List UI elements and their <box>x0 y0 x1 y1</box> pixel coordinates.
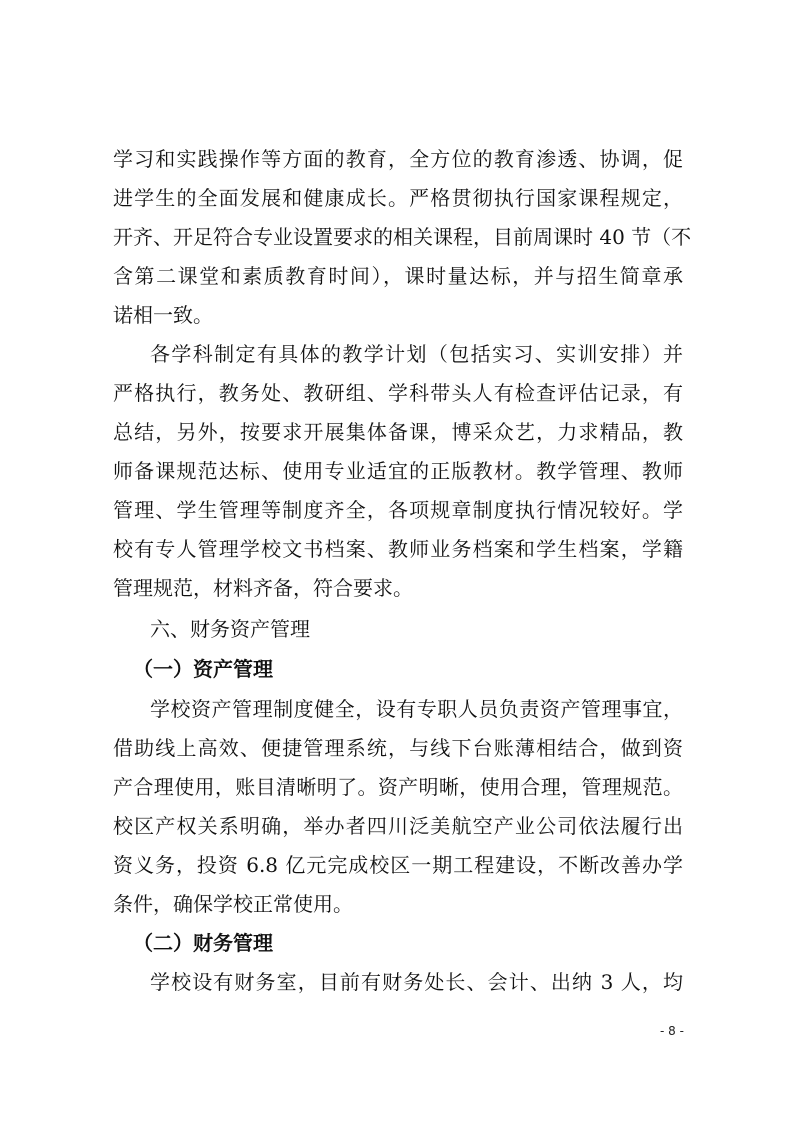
paragraph-line: 借助线上高效、便捷管理系统，与线下台账薄相结合，做到资 <box>113 736 683 760</box>
paragraph-line: 师备课规范达标、使用专业适宜的正版教材。教学管理、教师 <box>113 459 683 483</box>
section-heading: 六、财务资产管理 <box>150 617 310 641</box>
paragraph-line: 学校资产管理制度健全，设有专职人员负责资产管理事宜， <box>150 697 683 721</box>
paragraph-line: 严格执行，教务处、教研组、学科带头人有检查评估记录，有 <box>113 381 683 405</box>
subsection-heading: （二）财务管理 <box>133 931 273 955</box>
paragraph-line: 校有专人管理学校文书档案、教师业务档案和学生档案，学籍 <box>113 537 683 561</box>
paragraph-line: 学校设有财务室，目前有财务处长、会计、出纳 3 人，均 <box>150 970 683 994</box>
paragraph-line: 校区产权关系明确，举办者四川泛美航空产业公司依法履行出 <box>113 814 683 838</box>
paragraph-line: 管理规范，材料齐备，符合要求。 <box>113 576 413 600</box>
page-number: - 8 - <box>660 1024 684 1038</box>
paragraph-line: 产合理使用，账目清晰明了。资产明晰，使用合理，管理规范。 <box>113 775 683 799</box>
paragraph-line: 开齐、开足符合专业设置要求的相关课程，目前周课时 40 节（不 <box>113 225 692 249</box>
paragraph-line: 含第二课堂和素质教育时间），课时量达标，并与招生简章承 <box>113 264 683 288</box>
paragraph-line: 条件，确保学校正常使用。 <box>113 892 353 916</box>
paragraph-line: 资义务，投资 6.8 亿元完成校区一期工程建设，不断改善办学 <box>113 853 683 877</box>
paragraph-line: 管理、学生管理等制度齐全，各项规章制度执行情况较好。学 <box>113 498 683 522</box>
subsection-heading: （一）资产管理 <box>133 657 273 681</box>
paragraph-line: 诺相一致。 <box>113 303 213 327</box>
paragraph-line: 学习和实践操作等方面的教育，全方位的教育渗透、协调，促 <box>113 147 683 171</box>
paragraph-line: 进学生的全面发展和健康成长。严格贯彻执行国家课程规定， <box>113 186 683 210</box>
paragraph-line: 各学科制定有具体的教学计划（包括实习、实训安排）并 <box>150 342 683 366</box>
paragraph-line: 总结，另外，按要求开展集体备课，博采众艺，力求精品，教 <box>113 420 683 444</box>
